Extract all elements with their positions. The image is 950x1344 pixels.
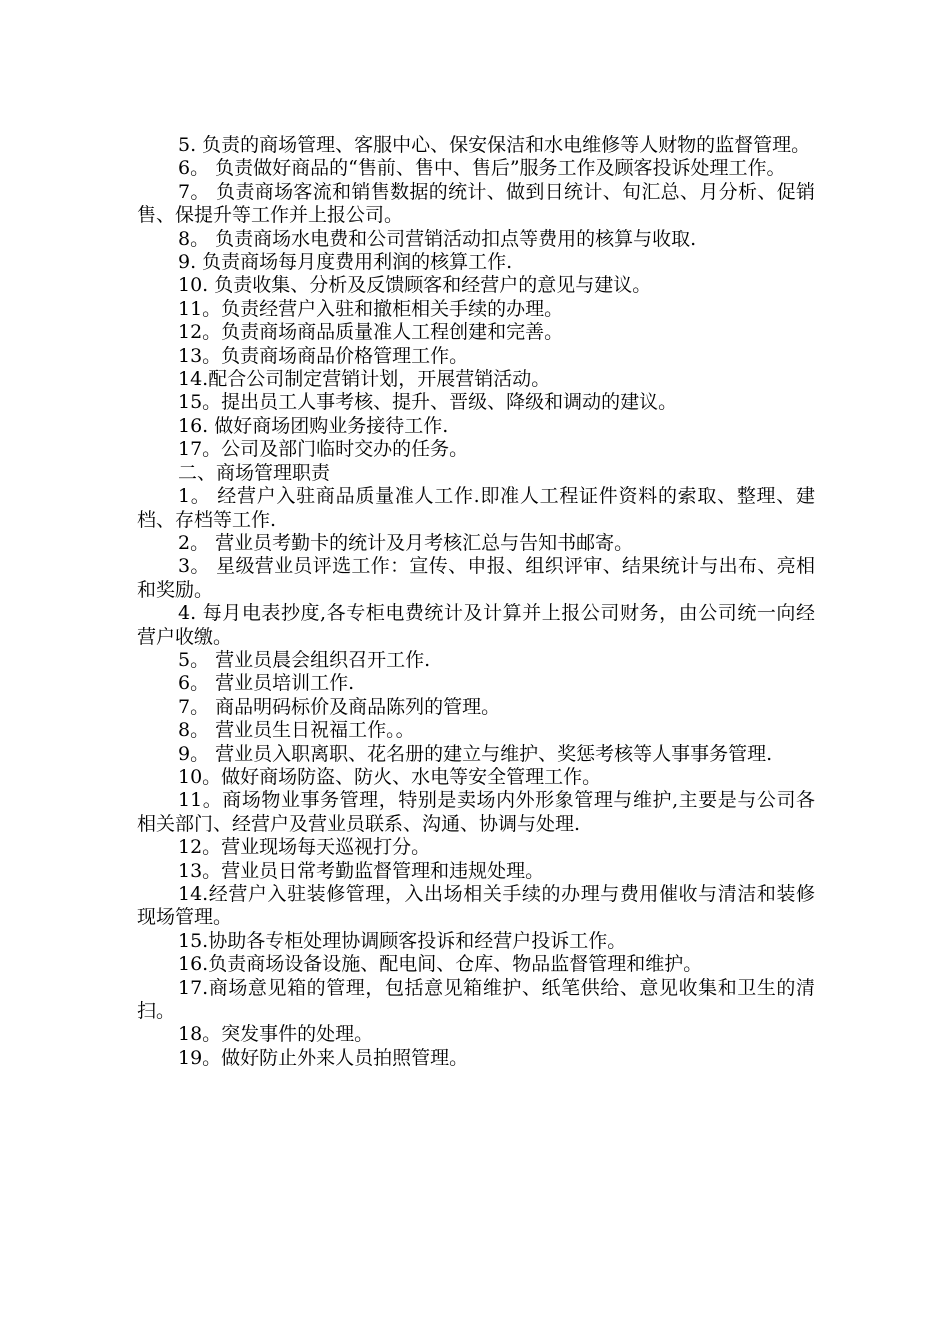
paragraph: 9。 营业员入职离职、花名册的建立与维护、奖惩考核等人事事务管理.: [178, 742, 773, 765]
paragraph: 9. 负责商场每月度费用利润的核算工作.: [178, 251, 513, 274]
paragraph: 4. 每月电表抄度,各专柜电费统计及计算并上报公司财务，由公司统一向经营户收缴。: [137, 602, 815, 648]
paragraph: 18。突发事件的处理。: [178, 1023, 374, 1046]
paragraph: 3。 星级营业员评选工作：宣传、申报、组织评审、结果统计与出布、亮相和奖励。: [137, 555, 815, 601]
paragraph: 12。营业现场每天巡视打分。: [178, 836, 431, 859]
paragraph: 17。公司及部门临时交办的任务。: [178, 438, 469, 461]
paragraph: 2。 营业员考勤卡的统计及月考核汇总与告知书邮寄。: [178, 531, 634, 554]
paragraph: 1。 经营户入驻商品质量准人工作.即准人工程证件资料的索取、整理、建档、存档等工作.: [137, 485, 815, 531]
paragraph: 8。 负责商场水电费和公司营销活动扣点等费用的核算与收取.: [178, 227, 697, 250]
paragraph: 11。负责经营户入驻和撤柜相关手续的办理。: [178, 297, 564, 320]
paragraph: 11。商场物业事务管理，特别是卖场内外形象管理与维护,主要是与公司各相关部门、经营户及营业员联系、沟通、协调与处理.: [137, 789, 815, 835]
paragraph: 13。负责商场商品价格管理工作。: [178, 344, 469, 367]
document-body: [137, 134, 815, 1070]
section-heading: 二、商场管理职责: [178, 461, 331, 484]
paragraph: 19。做好防止外来人员拍照管理。: [178, 1046, 469, 1069]
paragraph: 6。 负责做好商品的“售前、售中、售后”服务工作及顾客投诉处理工作。: [178, 157, 786, 180]
paragraph: 17.商场意见箱的管理，包括意见箱维护、纸笔供给、意见收集和卫生的清扫。: [137, 976, 815, 1023]
paragraph: 14.经营户入驻装修管理，入出场相关手续的办理与费用催收与清洁和装修现场管理。: [137, 883, 815, 929]
paragraph: 10. 负责收集、分析及反馈顾客和经营户的意见与建议。: [178, 274, 652, 297]
paragraph: 7。 商品明码标价及商品陈列的管理。: [178, 695, 501, 718]
paragraph: 15。提出员工人事考核、提升、晋级、降级和调动的建议。: [178, 391, 678, 414]
paragraph: 16.负责商场设备设施、配电间、仓库、物品监督管理和维护。: [178, 953, 703, 976]
paragraph: 15.协助各专柜处理协调顾客投诉和经营户投诉工作。: [178, 929, 627, 952]
paragraph: 7。 负责商场客流和销售数据的统计、做到日统计、旬汇总、月分析、促销售、保提升等工作并上报公司。: [137, 180, 815, 227]
paragraph: 5。 营业员晨会组织召开工作.: [178, 648, 431, 671]
paragraph: 10。做好商场防盗、防火、水电等安全管理工作。: [178, 765, 602, 788]
paragraph: 13。营业员日常考勤监督管理和违规处理。: [178, 859, 545, 882]
paragraph: 16. 做好商场团购业务接待工作.: [178, 414, 449, 437]
paragraph: 12。负责商场商品质量准人工程创建和完善。: [178, 321, 564, 344]
paragraph: 6。 营业员培训工作.: [178, 672, 355, 695]
paragraph: 5. 负责的商场管理、客服中心、保安保洁和水电维修等人财物的监督管理。: [178, 134, 811, 156]
paragraph: 8。 营业员生日祝福工作。。: [178, 719, 415, 742]
paragraph: 14.配合公司制定营销计划，开展营销活动。: [178, 368, 551, 391]
